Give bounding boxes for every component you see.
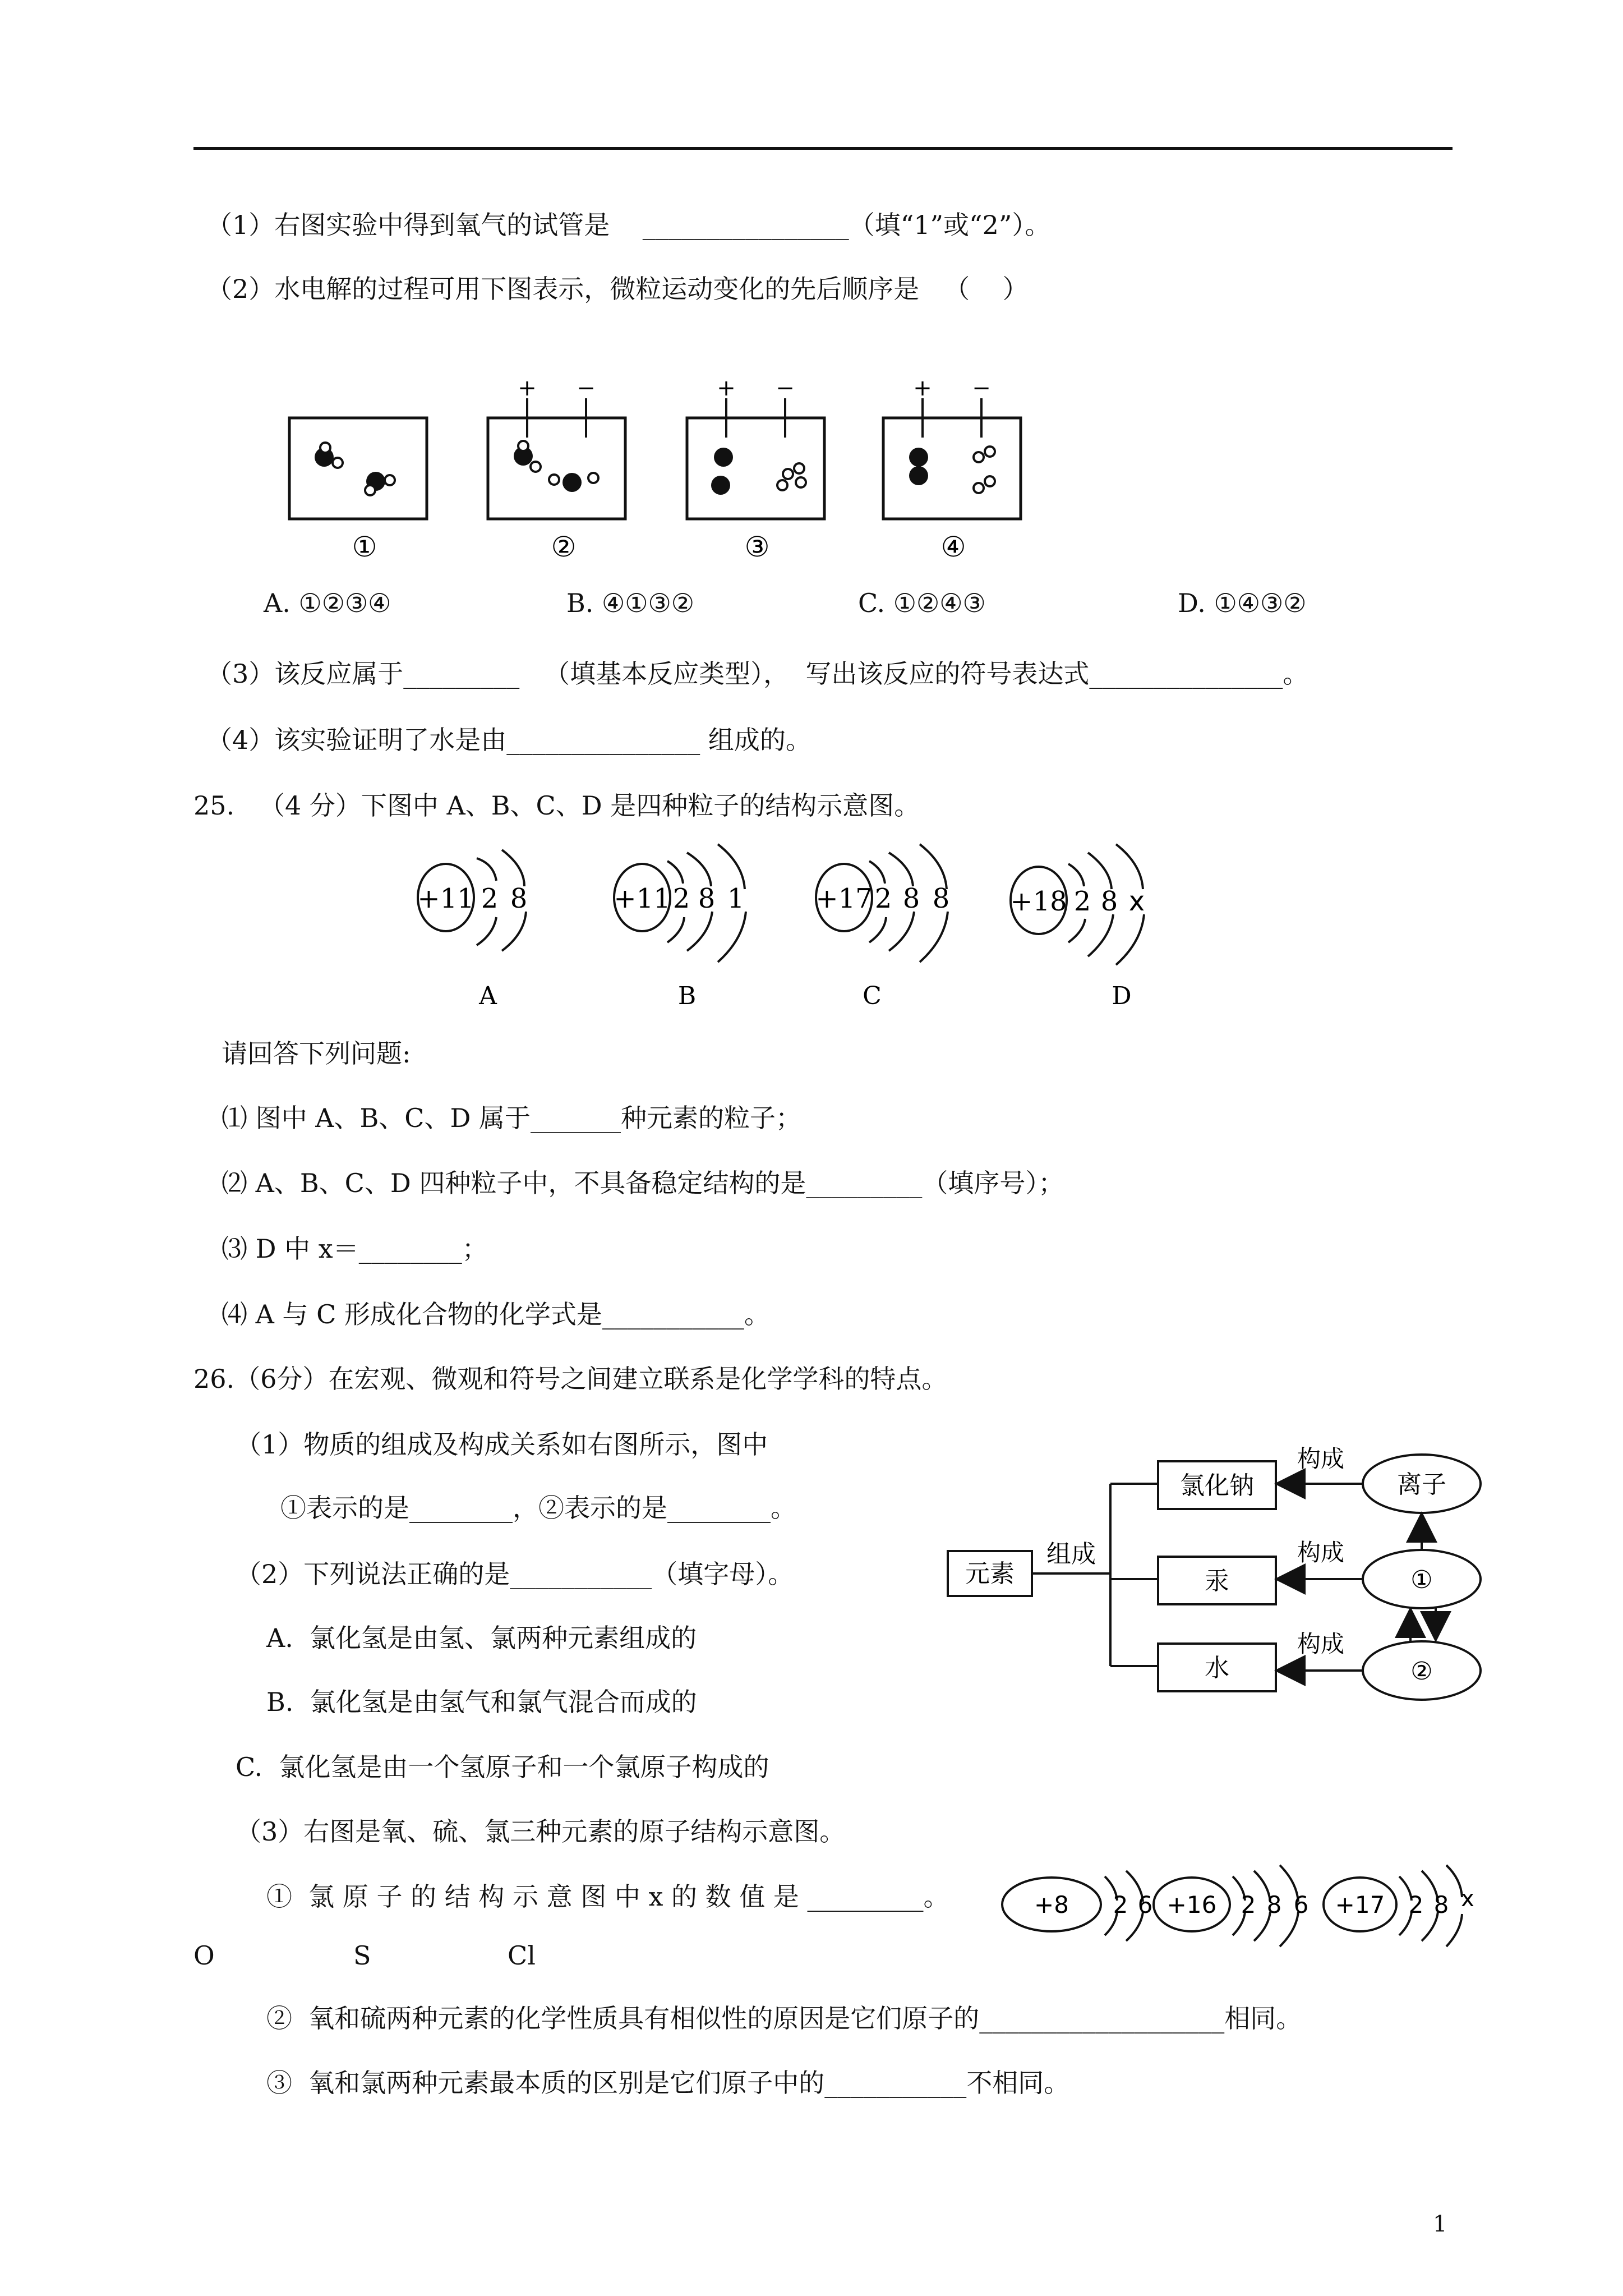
svg-text:+17: +17 [1335, 1891, 1385, 1918]
svg-text:+18: +18 [1010, 886, 1067, 917]
svg-text:−: − [972, 375, 991, 401]
svg-text:6: 6 [1293, 1891, 1309, 1918]
svg-text:+: + [518, 375, 537, 401]
svg-text:2: 2 [1241, 1891, 1256, 1918]
diagram-label-3: ③ [744, 531, 770, 563]
concept-map [942, 1436, 1503, 1717]
option-a: A. ①②③④ [264, 588, 391, 618]
svg-text:2: 2 [874, 883, 892, 914]
q25-item-1: ⑴ 图中 A、B、C、D 属于_______种元素的粒子； [222, 1103, 801, 1133]
svg-text:构成: 构成 [1297, 1539, 1345, 1566]
node-mercury: 汞 [1205, 1567, 1229, 1595]
q26-option-a: A. 氯化氢是由氢、氯两种元素组成的 [266, 1623, 697, 1653]
q26-part3-1: ① 氯 原 子 的 结 构 示 意 图 中 x 的 数 值 是 _________。 [266, 1881, 949, 1912]
element-label-cl: Cl [508, 1940, 536, 1971]
svg-text:x: x [1128, 886, 1145, 917]
svg-text:+: + [913, 375, 932, 401]
q25-atom-diagrams [409, 836, 1183, 1021]
svg-text:2: 2 [481, 883, 499, 914]
svg-text:+11: +11 [417, 883, 474, 914]
q24-part2: （2）水电解的过程可用下图表示，微粒运动变化的先后顺序是 （ ） [206, 274, 1029, 304]
node-circle-1: ① [1410, 1566, 1433, 1594]
svg-text:8: 8 [902, 883, 920, 914]
svg-text:+16: +16 [1166, 1891, 1217, 1918]
q26-part3: （3）右图是氧、硫、氯三种元素的原子结构示意图。 [236, 1816, 846, 1847]
q26-part2: （2）下列说法正确的是___________（填字母）。 [236, 1559, 794, 1589]
svg-text:2: 2 [1408, 1891, 1424, 1918]
svg-text:8: 8 [510, 883, 528, 914]
svg-text:C: C [863, 982, 882, 1010]
q24-part3: （3）该反应属于_________ （填基本反应类型）， 写出该反应的符号表达式_______________。 [206, 659, 1309, 689]
diagram-label-4: ④ [940, 531, 966, 563]
q26-part1b: ①表示的是________，②表示的是________。 [280, 1493, 796, 1523]
svg-text:+: + [717, 375, 736, 401]
q25-item-4: ⑷ A 与 C 形成化合物的化学式是___________。 [222, 1299, 770, 1329]
svg-text:8: 8 [1100, 886, 1118, 917]
header-rule [193, 147, 1453, 150]
svg-text:B: B [677, 982, 697, 1010]
diagram-label-2: ② [551, 531, 577, 563]
svg-text:2: 2 [672, 883, 690, 914]
svg-text:+11: +11 [614, 883, 671, 914]
q26-part3-3: ③ 氧和氯两种元素最本质的区别是它们原子中的___________不相同。 [266, 2068, 1070, 2098]
option-b: B. ④①③② [566, 588, 695, 618]
element-label-o: O [193, 1940, 215, 1971]
q25-stem: 25. （4 分）下图中 A、B、C、D 是四种粒子的结构示意图。 [193, 790, 920, 821]
node-ion: 离子 [1397, 1470, 1446, 1499]
q26-part1a: （1）物质的组成及构成关系如右图所示，图中 [236, 1429, 768, 1460]
electrolysis-diagram [280, 370, 1066, 572]
q25-item-3: ⑶ D 中 x＝________； [222, 1234, 488, 1264]
svg-text:8: 8 [698, 883, 716, 914]
svg-text:A: A [479, 982, 497, 1010]
q25-prompt: 请回答下列问题: [222, 1038, 411, 1069]
q26-stem: 26.（6分）在宏观、微观和符号之间建立联系是化学学科的特点。 [193, 1364, 948, 1394]
svg-text:−: − [776, 375, 795, 401]
svg-text:+8: +8 [1034, 1891, 1069, 1918]
svg-text:2: 2 [1073, 886, 1091, 917]
node-nacl: 氯化钠 [1180, 1471, 1254, 1500]
svg-text:8: 8 [1433, 1891, 1449, 1918]
option-c: C. ①②④③ [858, 588, 986, 618]
svg-text:−: − [577, 375, 596, 401]
svg-text:D: D [1112, 982, 1132, 1010]
svg-text:构成: 构成 [1297, 1445, 1345, 1473]
svg-text:构成: 构成 [1297, 1630, 1345, 1658]
svg-text:2: 2 [1113, 1891, 1128, 1918]
q24-part1: （1）右图实验中得到氧气的试管是 ________________（填“1”或“2”）。 [206, 210, 1051, 240]
q26-option-b: B. 氯化氢是由氢气和氯气混合而成的 [266, 1687, 697, 1717]
node-circle-2: ② [1410, 1657, 1433, 1686]
q26-part3-2: ② 氧和硫两种元素的化学性质具有相似性的原因是它们原子的___________________相同。 [266, 2003, 1302, 2033]
svg-text:x: x [1461, 1886, 1474, 1912]
svg-text:组成: 组成 [1046, 1540, 1096, 1568]
node-element: 元素 [965, 1559, 1015, 1588]
svg-text:8: 8 [1266, 1891, 1282, 1918]
node-water: 水 [1205, 1654, 1229, 1682]
element-label-s: S [353, 1940, 371, 1971]
svg-text:1: 1 [727, 883, 745, 914]
svg-text:6: 6 [1137, 1891, 1153, 1918]
svg-text:+17: +17 [815, 883, 873, 914]
diagram-label-1: ① [352, 531, 377, 563]
page-number: 1 [1433, 2211, 1447, 2237]
q24-part4: （4）该实验证明了水是由_______________ 组成的。 [206, 725, 811, 755]
svg-text:8: 8 [932, 883, 950, 914]
oscl-atom-diagrams [998, 1862, 1481, 1952]
q25-item-2: ⑵ A、B、C、D 四种粒子中，不具备稳定结构的是_________（填序号）； [222, 1168, 1064, 1198]
q26-option-c: C. 氯化氢是由一个氢原子和一个氯原子构成的 [236, 1752, 769, 1782]
option-d: D. ①④③② [1178, 588, 1307, 618]
